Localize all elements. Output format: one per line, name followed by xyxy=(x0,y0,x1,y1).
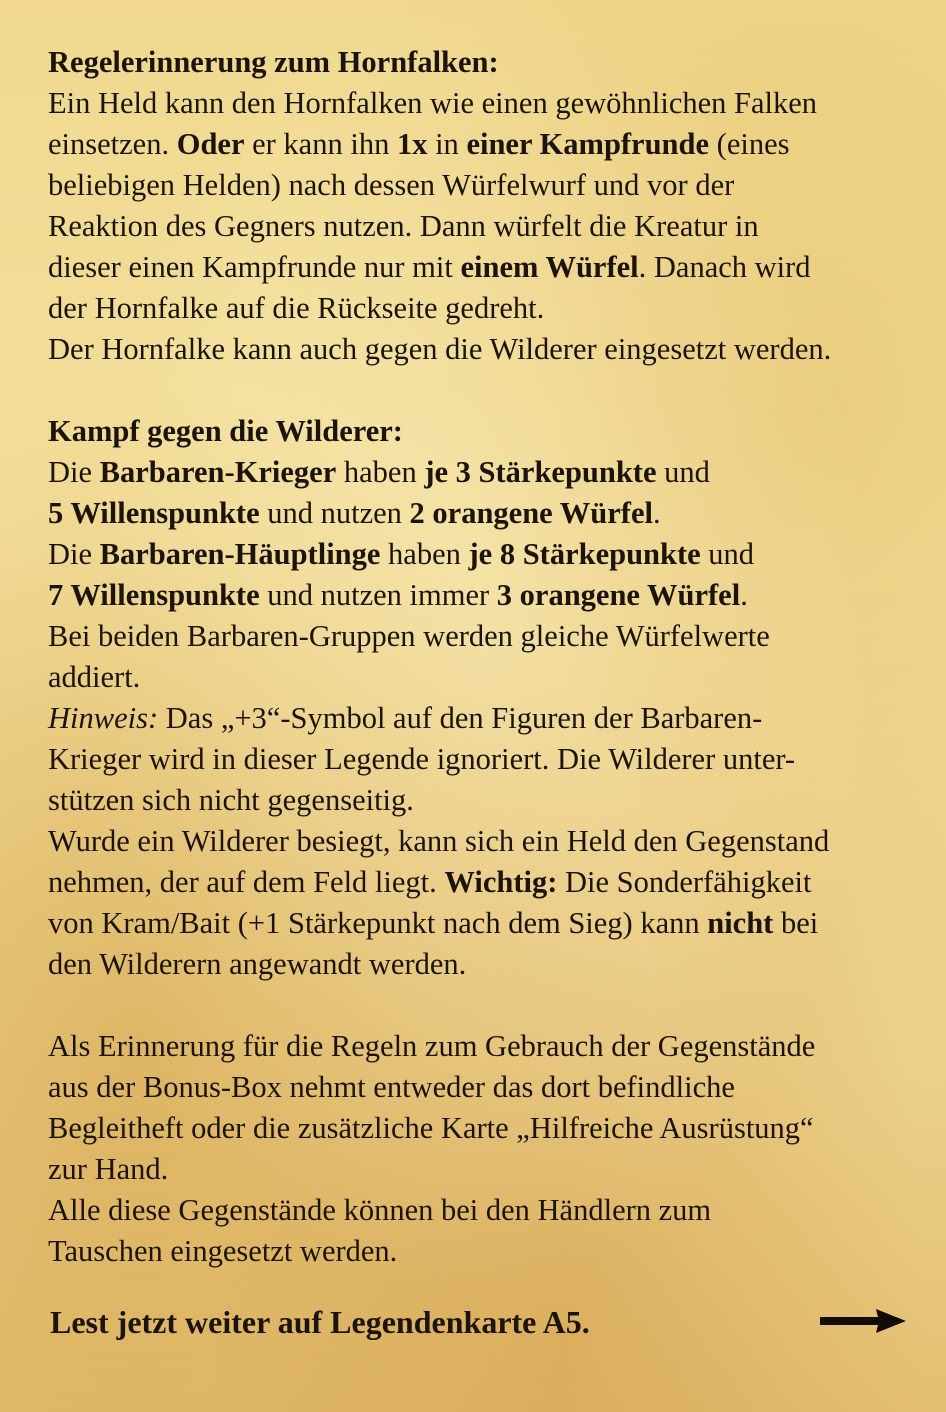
text-line: 5 Willenspunkte und nutzen 2 orangene Würfel. xyxy=(48,496,661,530)
section-heading-wilderer: Kampf gegen die Wilderer: xyxy=(48,414,403,448)
text-line: Reaktion des Gegners nutzen. Dann würfelt die Kreatur in xyxy=(48,209,759,243)
text-line: den Wilderern angewandt werden. xyxy=(48,947,467,981)
paragraph-gap xyxy=(48,985,928,1026)
section-heading-hornfalke: Regelerinnerung zum Hornfalken: xyxy=(48,45,499,79)
text-line: Bei beiden Barbaren-Gruppen werden gleiche Würfelwerte xyxy=(48,619,770,653)
text-line: Die Barbaren-Krieger haben je 3 Stärkepunkte und xyxy=(48,455,710,489)
text-line: Tauschen eingesetzt werden. xyxy=(48,1234,398,1268)
legend-card-text xyxy=(48,42,928,1272)
text-line: stützen sich nicht gegenseitig. xyxy=(48,783,414,817)
text-line: der Hornfalke auf die Rückseite gedreht. xyxy=(48,291,545,325)
text-line: Die Barbaren-Häuptlinge haben je 8 Stärkepunkte und xyxy=(48,537,755,571)
text-line: Ein Held kann den Hornfalken wie einen gewöhnlichen Falken xyxy=(48,86,818,120)
text-line: Alle diese Gegenstände können bei den Händlern zum xyxy=(48,1193,712,1227)
text-line: 7 Willenspunkte und nutzen immer 3 orangene Würfel. xyxy=(48,578,748,612)
text-line: nehmen, der auf dem Feld liegt. Wichtig: Die Sonderfähigkeit xyxy=(48,865,812,899)
footer xyxy=(50,1302,910,1346)
text-line: zur Hand. xyxy=(48,1152,169,1186)
text-line: aus der Bonus-Box nehmt entweder das dort befindliche xyxy=(48,1070,735,1104)
text-line: von Kram/Bait (+1 Stärkepunkt nach dem Sieg) kann nicht bei xyxy=(48,906,819,940)
text-line: Begleitheft oder die zusätzliche Karte „Hilfreiche Ausrüstung“ xyxy=(48,1111,814,1145)
text-line: addiert. xyxy=(48,660,141,694)
text-line: dieser einen Kampfrunde nur mit einem Würfel. Danach wird xyxy=(48,250,811,284)
text-line: Hinweis: Das „+3“-Symbol auf den Figuren der Barbaren- xyxy=(48,701,763,735)
text-line: einsetzen. Oder er kann ihn 1x in einer Kampfrunde (eines xyxy=(48,127,790,161)
text-line: Krieger wird in dieser Legende ignoriert. Die Wilderer unter- xyxy=(48,742,796,776)
hint-label: Hinweis: xyxy=(48,701,159,735)
text-line: Wurde ein Wilderer besiegt, kann sich ein Held den Gegenstand xyxy=(48,824,830,858)
text-line: Der Hornfalke kann auch gegen die Wilderer eingesetzt werden. xyxy=(48,332,832,366)
text-line: beliebigen Helden) nach dessen Würfelwurf und vor der xyxy=(48,168,735,202)
paragraph-gap xyxy=(48,370,928,411)
arrow-right-icon xyxy=(820,1307,906,1335)
next-card-instruction: Lest jetzt weiter auf Legendenkarte A5. xyxy=(50,1304,590,1340)
text-line: Als Erinnerung für die Regeln zum Gebrauch der Gegenstände xyxy=(48,1029,816,1063)
